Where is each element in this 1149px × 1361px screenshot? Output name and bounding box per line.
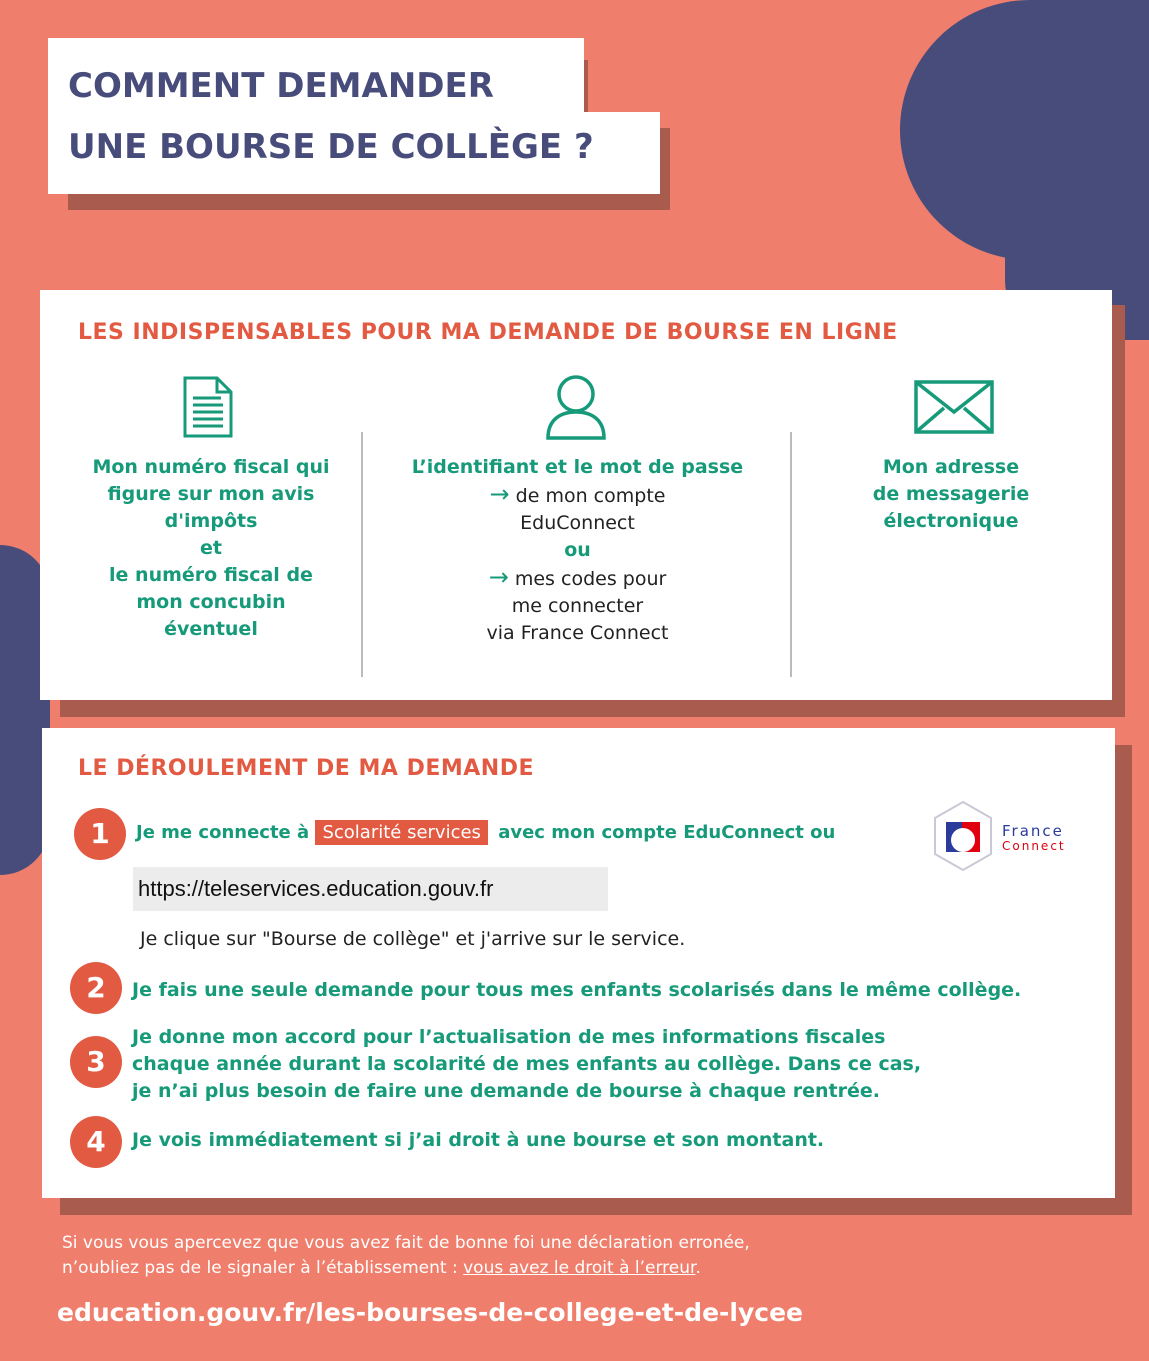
franceconnect-icon: [932, 800, 994, 872]
divider: [361, 432, 363, 677]
text: via France Connect: [486, 622, 669, 644]
text: Je me connecte à: [136, 822, 310, 843]
text: avec mon compte EduConnect ou: [498, 822, 836, 843]
text: France: [1002, 822, 1064, 840]
step-number-1: 1: [74, 808, 126, 860]
text: me connecter: [511, 595, 644, 617]
text: de messagerie: [872, 483, 1030, 505]
text: Connect: [1002, 839, 1066, 853]
process-heading: LE DÉROULEMENT DE MA DEMANDE: [78, 756, 534, 781]
step-1-text: [136, 819, 835, 846]
text: et: [200, 537, 222, 559]
text: L’identifiant et le mot de passe: [411, 456, 744, 478]
footer-url[interactable]: education.gouv.fr/les-bourses-de-college-et-de-lycee: [57, 1298, 804, 1327]
text: mon concubin: [136, 591, 286, 613]
envelope-icon: [914, 380, 994, 438]
arrow-right-icon: →: [489, 480, 510, 508]
text: Je donne mon accord pour l’actualisation de mes informations fiscales: [132, 1026, 886, 1048]
text: Si vous vous apercevez que vous avez fait de bonne foi une déclaration erronée,: [62, 1233, 750, 1253]
step-2-text: Je fais une seule demande pour tous mes enfants scolarisés dans le même collège.: [132, 979, 1022, 1001]
page-title-line1: COMMENT DEMANDER: [68, 66, 494, 106]
text: de mon compte: [515, 485, 666, 507]
text: éventuel: [164, 618, 258, 640]
text: figure sur mon avis: [107, 483, 315, 505]
step-4-text: Je vois immédiatement si j’ai droit à une bourse et son montant.: [132, 1129, 825, 1151]
step-number-3: 3: [70, 1036, 122, 1088]
url-field[interactable]: https://teleservices.education.gouv.fr: [133, 867, 608, 911]
text: n’oubliez pas de le signaler à l’établissement :: [62, 1258, 464, 1278]
essential-email: [810, 454, 1092, 535]
arrow-right-icon: →: [488, 563, 509, 591]
scolarite-services-link[interactable]: Scolarité services: [315, 820, 487, 845]
text: je n’ai plus besoin de faire une demande de bourse à chaque rentrée.: [132, 1080, 880, 1102]
text: le numéro fiscal de: [109, 564, 313, 586]
text: mes codes pour: [514, 568, 667, 590]
page-title-line2: UNE BOURSE DE COLLÈGE ?: [68, 127, 594, 167]
user-icon: [545, 374, 607, 444]
step-1-note: Je clique sur "Bourse de collège" et j'arrive sur le service.: [140, 928, 686, 950]
text: d'impôts: [164, 510, 258, 532]
essential-fiscal-number: [70, 454, 352, 643]
footer-note: [62, 1231, 1062, 1281]
essentials-heading: LES INDISPENSABLES POUR MA DEMANDE DE BOURSE EN LIGNE: [78, 320, 898, 345]
step-number-4: 4: [70, 1116, 122, 1168]
text: .: [695, 1258, 701, 1278]
text: Mon numéro fiscal qui: [92, 456, 330, 478]
divider: [790, 432, 792, 677]
text: Mon adresse: [882, 456, 1020, 478]
essential-credentials: [375, 454, 780, 647]
text: chaque année durant la scolarité de mes enfants au collège. Dans ce cas,: [132, 1053, 922, 1075]
document-icon: [183, 376, 233, 442]
text: EduConnect: [520, 512, 635, 534]
step-3-text: [132, 1024, 1102, 1105]
step-number-2: 2: [70, 962, 122, 1014]
franceconnect-logo[interactable]: [932, 800, 1082, 872]
text: ou: [564, 539, 591, 561]
text: électronique: [883, 510, 1019, 532]
right-to-error-link[interactable]: vous avez le droit à l’erreur: [463, 1258, 696, 1278]
